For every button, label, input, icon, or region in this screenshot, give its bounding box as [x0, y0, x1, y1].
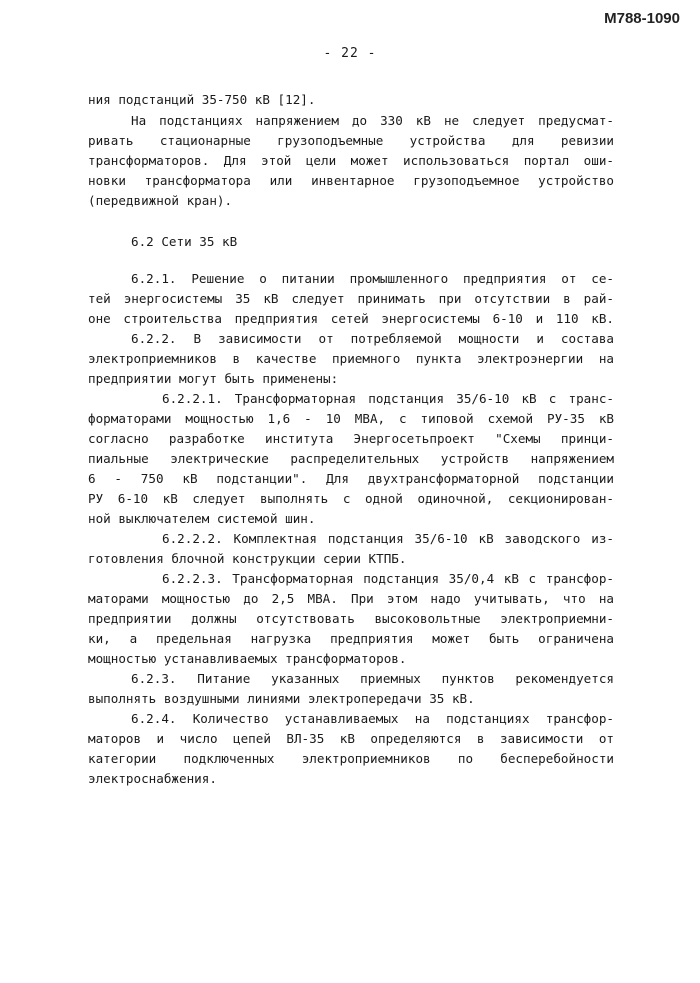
text-line: предприятии могут быть применены: [88, 371, 339, 386]
text-line: На подстанциях напряжением до 330 кВ не следует предусмат- [131, 113, 614, 128]
text-line: 6.2.2.1. Трансформаторная подстанция 35/6-10 кВ с транс- [162, 391, 614, 406]
text-line: выполнять воздушными линиями электропередачи 35 кВ. [88, 691, 475, 706]
section-heading: 6.2 Сети 35 кВ [131, 234, 238, 249]
text-line: 6.2.2.3. Трансформаторная подстанция 35/0,4 кВ с трансфор- [162, 571, 614, 586]
text-line: предприятии должны отсутствовать высоковольтные электроприемни- [88, 611, 614, 626]
text-line: 6.2.3. Питание указанных приемных пунктов рекомендуется [131, 671, 614, 686]
text-line: электроснабжения. [88, 771, 217, 786]
page-number: - 22 - [323, 46, 377, 61]
text-line: категории подключенных электроприемников по бесперебойности [88, 751, 614, 766]
text-line: 6.2.1. Решение о питании промышленного предприятия от се- [131, 271, 614, 286]
text-line: форматорами мощностью 1,6 - 10 МВА, с типовой схемой РУ-35 кВ [88, 411, 614, 426]
text-line: мощностью устанавливаемых трансформаторов. [88, 651, 407, 666]
text-line: (передвижной кран). [88, 193, 233, 208]
text-line: РУ 6-10 кВ следует выполнять с одной одиночной, секционирован- [88, 491, 614, 506]
text-line: новки трансформатора или инвентарное грузоподъемное устройство [88, 173, 614, 188]
text-line: 6.2.2. В зависимости от потребляемой мощности и состава [131, 331, 614, 346]
text-line: трансформаторов. Для этой цели может использоваться портал оши- [88, 153, 614, 168]
text-line: ривать стационарные грузоподъемные устройства для ревизии [88, 133, 614, 148]
text-line: согласно разработке института Энергосетьпроект "Схемы принци- [88, 431, 614, 446]
text-line: электроприемников в качестве приемного пункта электроэнергии на [88, 351, 614, 366]
text-line: оне строительства предприятия сетей энергосистемы 6-10 и 110 кВ. [88, 311, 614, 326]
text-line: ной выключателем системой шин. [88, 511, 316, 526]
text-line: 6.2.2.2. Комплектная подстанция 35/6-10 кВ заводского из- [162, 531, 614, 546]
text-line: пиальные электрические распределительных устройств напряжением [88, 451, 614, 466]
text-line: ния подстанций 35-750 кВ [12]. [88, 92, 316, 107]
text-line: тей энергосистемы 35 кВ следует принимать при отсутствии в рай- [88, 291, 614, 306]
text-line: 6.2.4. Количество устанавливаемых на подстанциях трансфор- [131, 711, 614, 726]
text-line: ки, а предельная нагрузка предприятия может быть ограничена [88, 631, 614, 646]
text-line: маторами мощностью до 2,5 МВА. При этом надо учитывать, что на [88, 591, 614, 606]
document-code: М788-1090 [604, 10, 680, 27]
text-line: 6 - 750 кВ подстанции". Для двухтрансформаторной подстанции [88, 471, 614, 486]
text-line: готовления блочной конструкции серии КТПБ. [88, 551, 407, 566]
text-line: маторов и число цепей ВЛ-35 кВ определяются в зависимости от [88, 731, 614, 746]
